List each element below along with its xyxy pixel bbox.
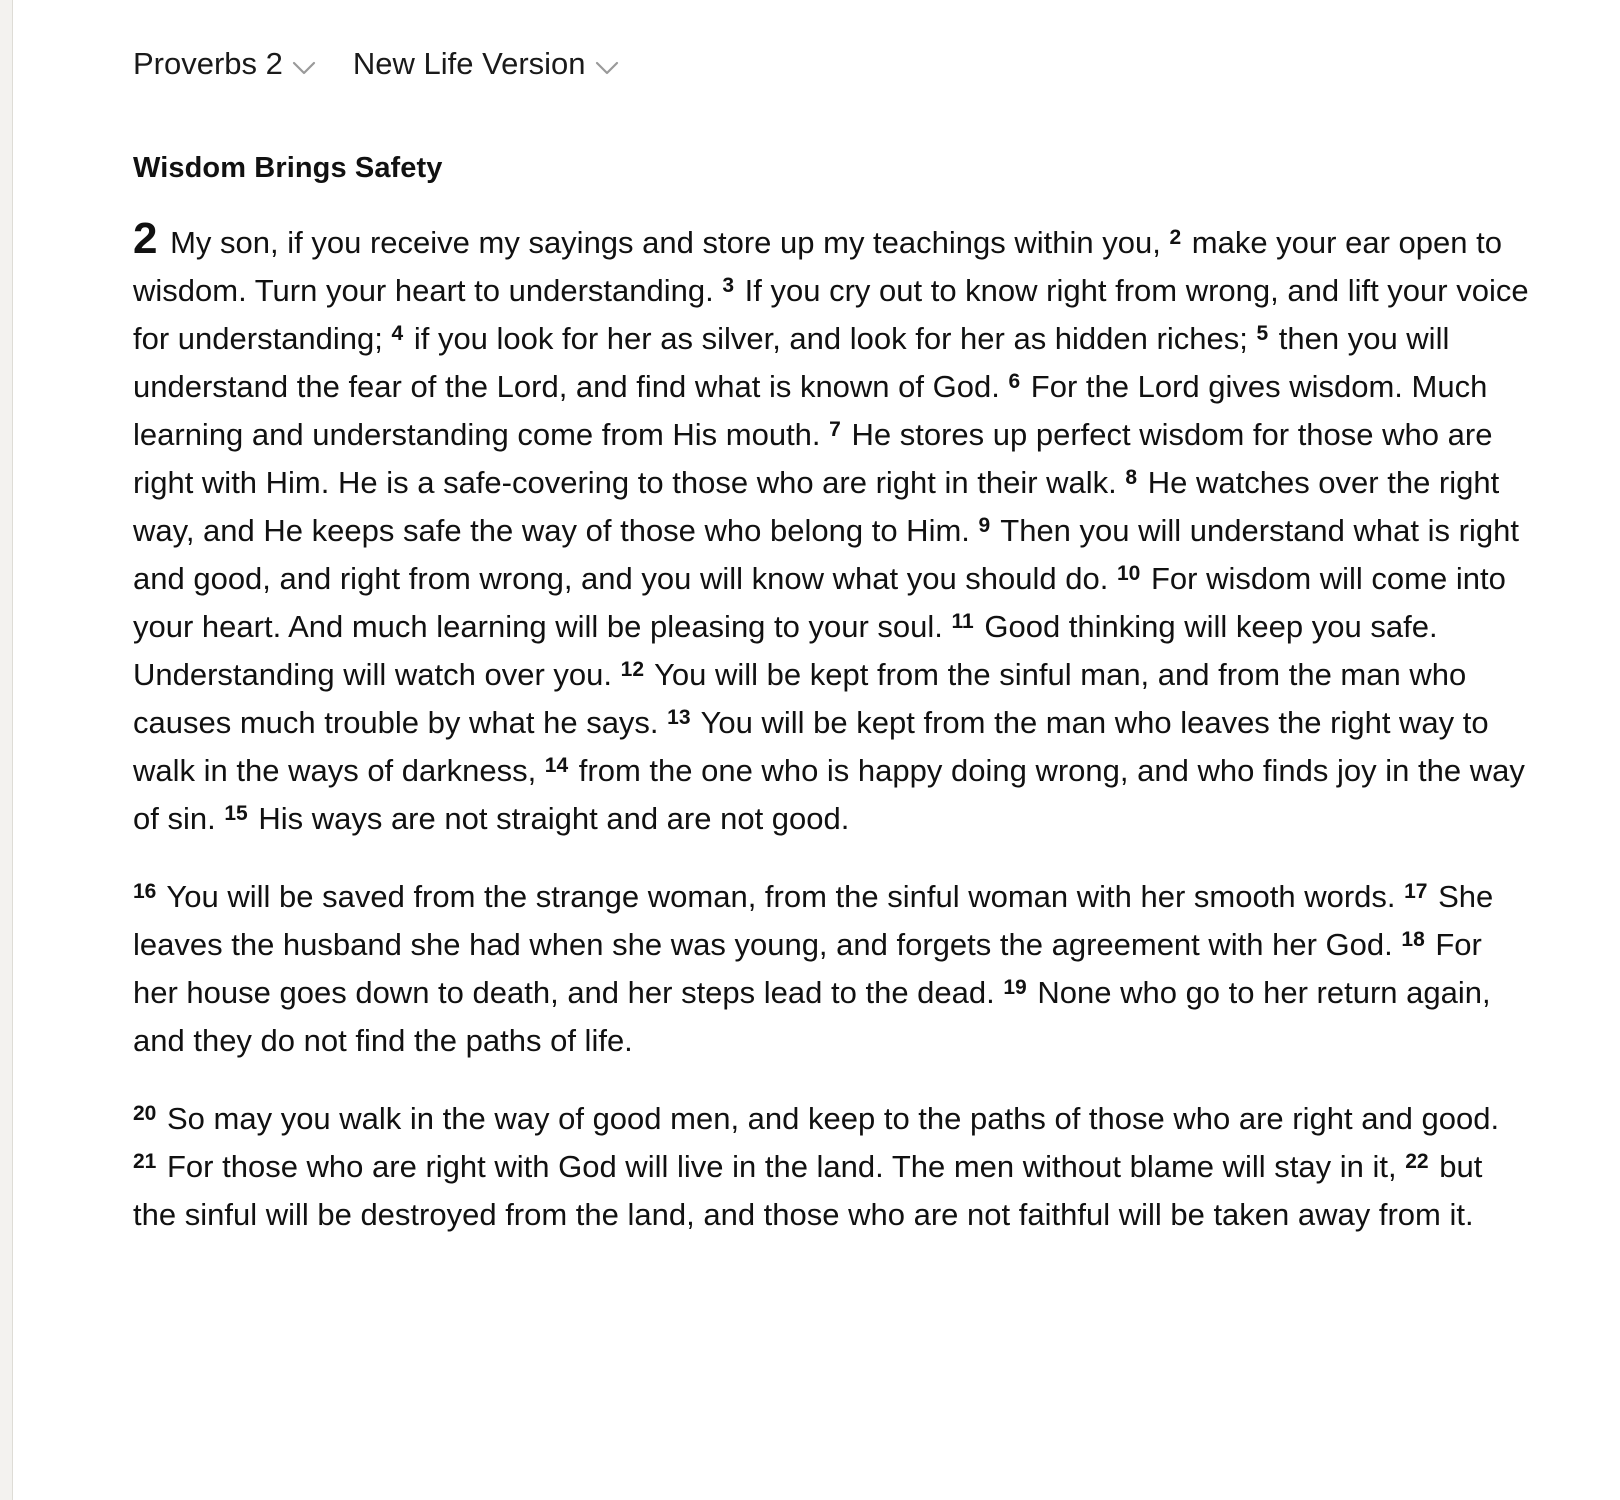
chapter-number: 2: [133, 214, 158, 263]
verse-text: He stores up perfect wisdom for those who are right with Him. He is a safe-covering to those who are right in their walk.: [133, 417, 1493, 500]
verse-text: For wisdom will come into your heart. And much learning will be pleasing to your soul.: [133, 561, 1506, 644]
verse-text: Good thinking will keep you safe. Understanding will watch over you.: [133, 609, 1438, 692]
verse[interactable]: [224, 801, 849, 836]
verse-number: 9: [978, 514, 991, 537]
section-heading: Wisdom Brings Safety: [133, 152, 443, 184]
verse-number: 18: [1401, 928, 1425, 951]
verse-text: She leaves the husband she had when she was young, and forgets the agreement with her God.: [133, 879, 1494, 962]
verse-text: For the Lord gives wisdom. Much learning and understanding come from His mouth.: [133, 369, 1488, 452]
verse-number: 14: [544, 754, 569, 777]
verse-text: He watches over the right way, and He keeps safe the way of those who belong to Him.: [133, 465, 1500, 548]
version-selector[interactable]: [353, 46, 620, 82]
reader-page: [12, 0, 1620, 1500]
verse-text: His ways are not straight and are not good.: [258, 801, 850, 836]
verse-text: So may you walk in the way of good men, and keep to the paths of those who are right and good.: [166, 1101, 1500, 1136]
verse-number: 12: [620, 658, 644, 681]
chapter-text: [133, 215, 1533, 1239]
verse-text: You will be saved from the strange woman, from the sinful woman with her smooth words.: [166, 879, 1405, 914]
version-label: New Life Version: [352, 46, 586, 81]
verse-paragraph: [133, 873, 1533, 1065]
verse-number: 13: [667, 706, 691, 729]
verse-paragraph: [133, 1095, 1533, 1239]
verse-text: if you look for her as silver, and look for her as hidden riches;: [413, 321, 1257, 356]
verse-text: You will be kept from the sinful man, and from the man who causes much trouble by what he says.: [133, 657, 1467, 740]
verse-number: 8: [1125, 466, 1138, 489]
verse-number: 15: [224, 802, 248, 825]
verse-text: None who go to her return again, and they do not find the paths of life.: [133, 975, 1491, 1058]
verse-text: make your ear open to wisdom. Turn your heart to understanding.: [133, 225, 1502, 308]
verse-number: 16: [133, 880, 157, 903]
chevron-down-icon: [291, 59, 317, 77]
verse[interactable]: [170, 225, 1169, 260]
verse-text: from the one who is happy doing wrong, and who finds joy in the way of sin.: [133, 753, 1525, 836]
verse-paragraph: [133, 215, 1533, 843]
verse-text: You will be kept from the man who leaves the right way to walk in the ways of darkness,: [133, 705, 1489, 788]
verse-number: 17: [1404, 880, 1428, 903]
verse-number: 21: [133, 1150, 157, 1173]
verse-number: 6: [1008, 370, 1021, 393]
book-chapter-label: Proverbs 2: [133, 46, 283, 81]
verse-number: 5: [1256, 322, 1269, 345]
verse-number: 19: [1003, 976, 1027, 999]
verse-number: 10: [1116, 562, 1141, 585]
reader-content: [133, 0, 1533, 1269]
reader-toolbar: [133, 44, 1533, 84]
book-chapter-selector[interactable]: [133, 46, 317, 82]
verse-text: but the sinful will be destroyed from the land, and those who are not faithful will be taken away from it.: [133, 1149, 1483, 1232]
verse-number: 22: [1405, 1150, 1429, 1173]
verse-number: 20: [133, 1102, 157, 1125]
verse[interactable]: [133, 879, 1404, 914]
verse-text: If you cry out to know right from wrong, and lift your voice for understanding;: [133, 273, 1529, 356]
verse-text: Then you will understand what is right and good, and right from wrong, and you will know what you should do.: [133, 513, 1519, 596]
chevron-down-icon: [594, 59, 620, 77]
verse-number: 2: [1169, 226, 1182, 249]
verse-number: 11: [951, 610, 974, 633]
verse-text: For those who are right with God will live in the land. The men without blame will stay in it,: [166, 1149, 1406, 1184]
verse[interactable]: [133, 1101, 1499, 1136]
verse-text: My son, if you receive my sayings and store up my teachings within you,: [170, 225, 1170, 260]
verse-text: For her house goes down to death, and her steps lead to the dead.: [133, 927, 1482, 1010]
verse-number: 3: [722, 274, 735, 297]
verse[interactable]: [392, 321, 1257, 356]
verse-number: 7: [829, 418, 841, 441]
verse-number: 4: [391, 322, 404, 345]
verse-text: then you will understand the fear of the Lord, and find what is known of God.: [133, 321, 1450, 404]
verse[interactable]: [133, 1149, 1405, 1184]
